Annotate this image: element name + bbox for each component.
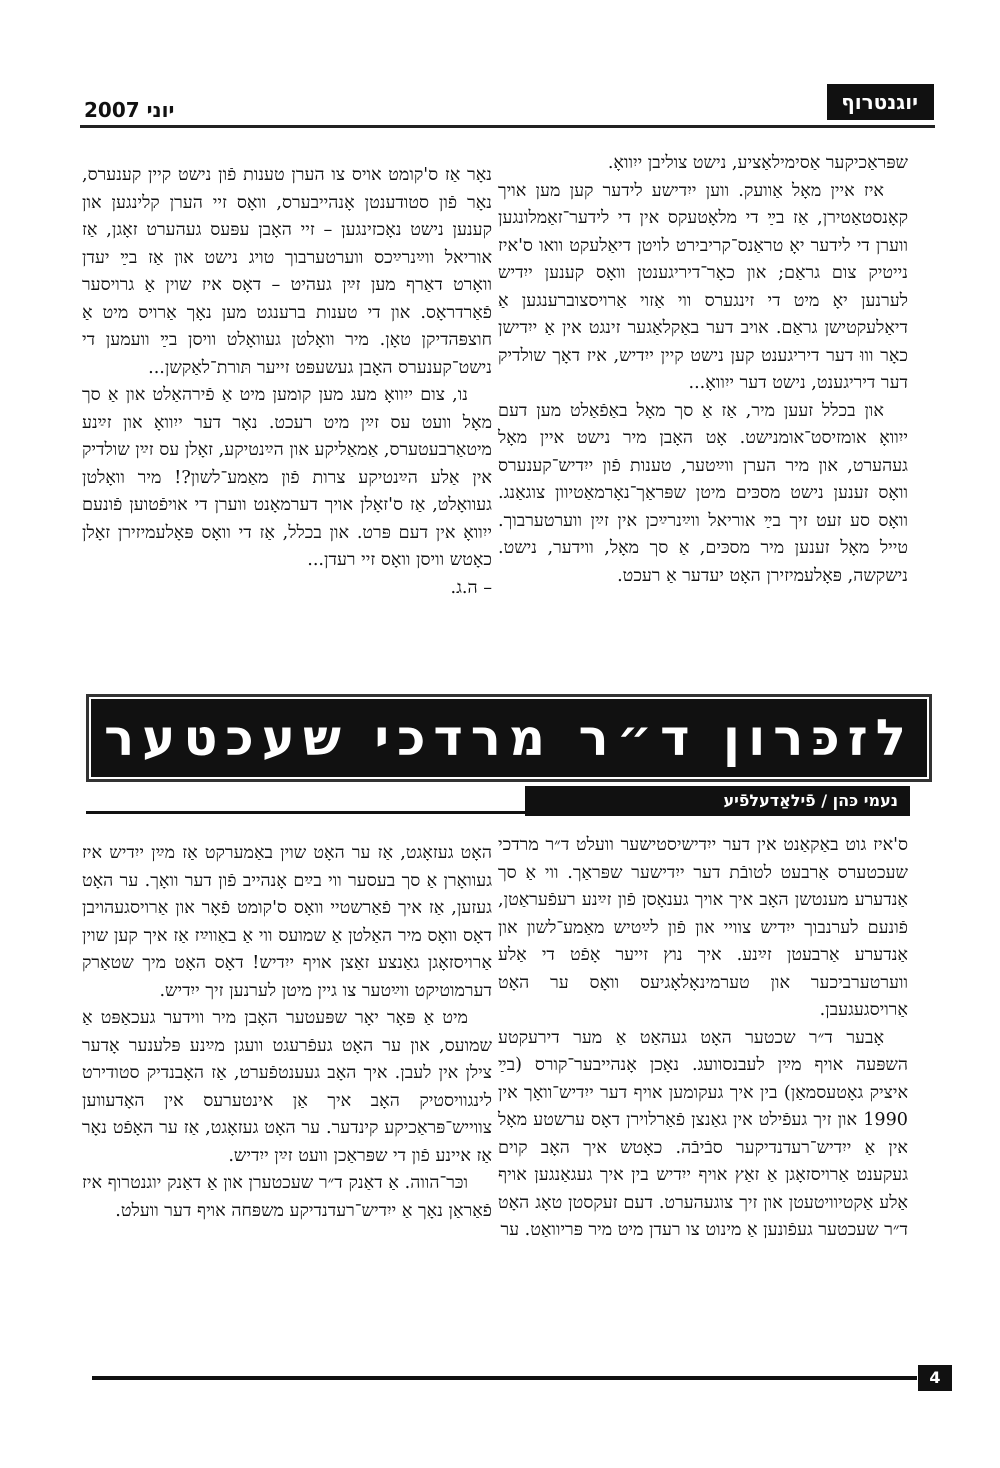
issue-date: יוני 2007 [84,98,175,122]
article1-right-column [498,150,908,590]
paragraph: האָט געזאָגט, אַז ער האָט שוין באַמערקט אַז מײַן ייִדיש איז געוואָרן אַ סך בעסער ווי בײַם אָנהייב פֿון דער וואָך. ער האָט געזען, אַז איך פֿאַרשטיי וואָס ס'קומט פֿאָר און אַרויסגעהויבן דאָס וואָס מיר האַלטן אַ שמועס ווי אַ באַווײַז אַז איך קען שוין אַרויסזאָגן גאַנצע זאַצן אויף ייִדיש! דאָס האָט מיך שטאַרק דערמוטיקט ווײַטער צו גיין מיטן לערנען זיך ייִדיש. [82,843,492,1001]
memorial-banner [86,694,932,782]
page-number: 4 [918,1365,952,1391]
article1-left-column [82,162,492,602]
article2-right-column [498,832,908,1245]
byline-rule [86,811,541,814]
paragraph: וכּר־הווה. אַ דאַנק ד״ר שעכטערן און אַ דאַנק יוגנטרוף איז פֿאַראַן נאָך אַ ייִדיש־רעדנדיקע משפּחה אויף דער וועלט. [82,1173,492,1221]
author-byline: נעמי כּהן / פֿילאַדעלפֿיע [525,786,910,816]
masthead-logo: יוגנטרוף [827,84,934,120]
paragraph: נו, צום ייִוואָ מעג מען קומען מיט אַ פֿירהאַלט און אַ סך מאָל וועט עס זײַן מיט רעכט. נאָר דער ייִוואָ און זײַנע מיטאַרבעטערס, אַמאַליקע און הײַנטיקע, זאָלן עס זײַן שולדיק אין אַלע הײַנטיקע צרות פֿון מאַמע־לשון?! מיר וואָלטן געוואָלט, אַז ס'זאָלן אויך דערמאָנט ווערן די אויפֿטוען פֿונעם ייִוואָ אין דעם פּרט. און בכלל, אַז די וואָס פּאָלעמיזירן זאָלן כאָטש וויסן וואָס זיי רעדן... [82,385,492,570]
article2-left-column [82,840,492,1225]
header-rule [80,125,935,128]
paragraph: שפּראַכיקער אַסימילאַציע, נישט צוליבן ייִוואָ. [607,153,908,173]
paragraph: אָבער ד״ר שכטער האָט געהאַט אַ מער דירעקטע השפּעה אויף מײַן לעבנסוועג. נאָכן אָנהייבער־קורס (בײַ איציק גאָטעסמאַן) בין איך געקומען אויף דער ייִדיש־וואָך אין 1990 און זיך געפֿילט אין גאַנצן פֿאַרלוירן דאָס ערשטע מאָל אין אַ ייִדיש־רעדנדיקער סבֿיבֿה. כאָטש איך האָב קוים געקענט אַרויסזאָגן אַ זאַץ אויף ייִדיש בין איך געגאַנגען אויף אַלע אַקטיוויטעטן און זיך צוגעהערט. דעם זעקסטן טאָג האָט ד״ר שעכטער געפֿונען אַ מינוט צו רעדן מיט מיר פּריוואַט. ער [498,1027,908,1240]
paragraph: נאָר אַז ס'קומט אויס צו הערן טענות פֿון נישט קיין קענערס, נאָר פֿון סטודענטן אָנהייבערס, וואָס זיי הערן קלינגען און קענען נישט נאָכזינגען – זיי האָבן עפּעס געהערט זאָגן, אַז אוריאל ווײַנרײַכס ווערטערבוך טויג נישט און אַז בײַ יעדן וואָרט דאַרף מען זײַן געהיט – דאָס איז שוין אַ גרויסער פֿאַרדראָס. און די טענות ברענגט מען נאָך אַרויס מיט אַ חוצפּהדיקן טאָן. מיר וואָלטן געוואָלט וויסן בײַ וועמען די נישט־קענערס האָבן געשעפּט זייער תּורת־לאַקשן... [82,165,492,378]
footer-rule [92,1376,917,1380]
paragraph: מיט אַ פּאָר יאָר שפּעטער האָבן מיר ווידער געכאַפּט אַ שמועס, און ער האָט געפֿרעגט וועגן מײַנע פּלענער אָדער צילן אין לעבן. איך האָב געענטפֿערט, אַז האָבנדיק סטודירט לינגוויסטיק האָב איך אַן אינטערעס אין האָדעווען צווייש־פּראַכיקע קינדער. ער האָט געזאָגט, אַז ער האָפֿט נאָר אַז איינע פֿון די שפּראַכן וועט זײַן ייִדיש. [82,1008,492,1166]
article-signature: – ה.ג. [450,577,492,598]
paragraph: ס'איז גוט באַקאַנט אין דער ייִדישיסטישער וועלט ד״ר מרדכי שעכטערס אַרבעט לטובֿת דער ייִדישער שפּראַך. ווי אַ סך אַנדערע מענטשן האָב איך אויך גענאָסן פֿון זײַנע רעפֿעראַטן, פֿונעם לערנבוך ייִדיש צוויי און פֿון לײַטיש מאַמע־לשון און אַנדערע אַרבעטן זײַנע. איך נוץ זייער אָפֿט די אַלע ווערטערביכער און טערמינאָלאָגיעס וואָס ער האָט אַרויסגעגעבן. [498,835,908,1020]
memorial-title: לזכּרון ד״ר מרדכי שעכטער [104,709,914,767]
paragraph: און בכלל זעען מיר, אַז אַ סך מאָל באַפֿאַלט מען דעם ייִוואָ אומזיסט־אומנישט. אָט האָבן מיר נישט איין מאָל געהערט, און מיר הערן ווײַטער, טענות פֿון ייִדיש־קענערס וואָס זענען נישט מסכּים מיטן שפּראַך־נאָרמאַטיוון צוגאַנג. וואָס סע זעט זיך בײַ אוריאל ווײַנרײַכן אין זײַן ווערטערבוך. טייל מאָל זענען מיר מסכּים, אַ סך מאָל, ווידער, נישט. נישקשה, פּאָלעמיזירן האָט יעדער אַ רעכט. [498,400,908,586]
paragraph: איז איין מאָל אַוועק. ווען ייִדישע לידער קען מען אויך קאָנסטאַטירן, אַז בײַ די מלאָטעקס אין די לידער־זאַמלונגען ווערן די לידער יאָ טראַנס־קריבירט לויטן דיאַלעקט וואו ס'איז נייטיק צום גראַם; און כאָר־דיריגענטן וואָס קענען ייִדיש לערנען יאָ מיט די זינגערס ווי אַזוי אַרויסצוברענגען אַ דיאַלעקטישן גראַם. אויב דער באַקלאַגער זינגט אין אַ ייִדישן כאָר וווּ דער דיריגענט קען נישט קיין ייִדיש, איז דאָך שולדיק דער דיריגענט, נישט דער ייִוואָ... [498,180,908,393]
